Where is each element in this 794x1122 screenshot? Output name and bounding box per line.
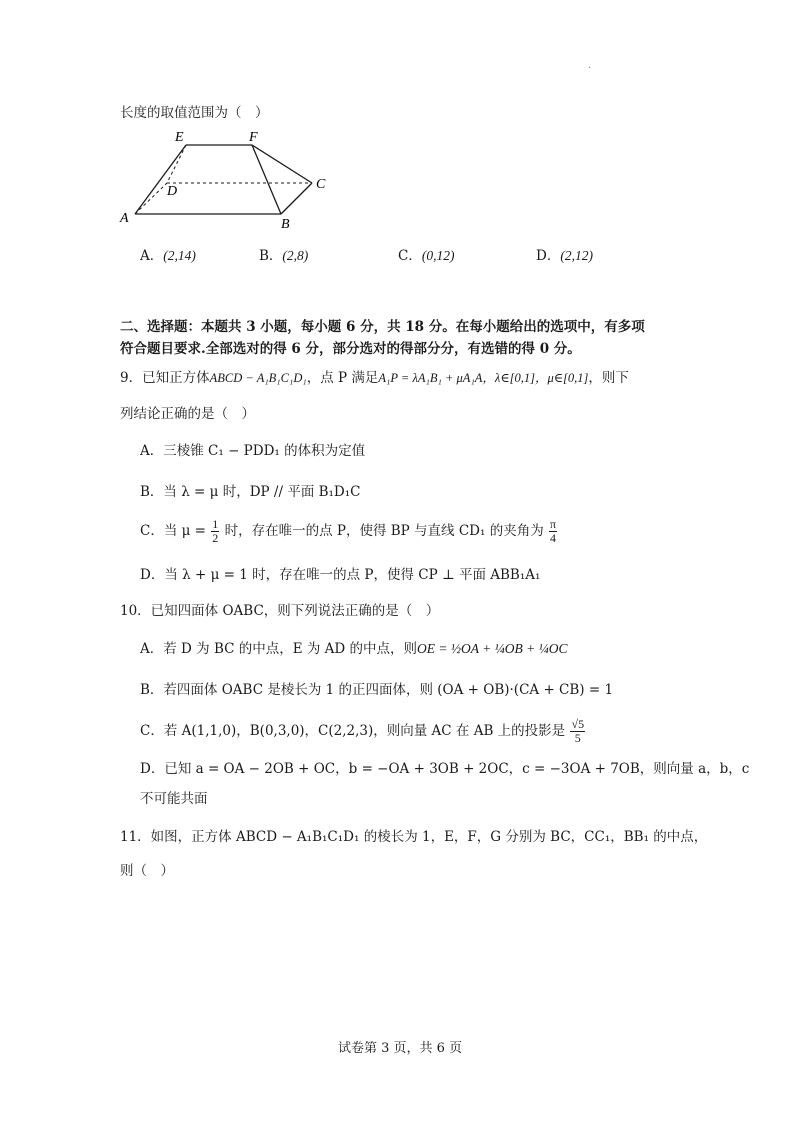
label-c: C [316, 177, 326, 192]
q9-number: 9． [120, 370, 143, 386]
label-b: B [281, 217, 290, 232]
trapezoid-prism-figure [115, 128, 355, 238]
hidden-edge-ad [135, 183, 167, 214]
label-e: E [175, 130, 184, 145]
label-d: D [167, 184, 178, 199]
option-letter: C． [398, 248, 422, 264]
q10-option-c-pre: C．若 A(1,1,0)，B(0,3,0)，C(2,2,3)，则向量 AC 在 AB 上的投影是 [140, 723, 566, 739]
fraction-sqrt5-over-5: $\frac{√5}{5}$ [571, 717, 585, 745]
q8-tail-text: 长度的取值范围为（ ） [120, 105, 269, 121]
q10-option-a [140, 640, 568, 658]
q9-condition: A₁P = λA₁B₁ + μA₁A，λ∈[0,1]，μ∈[0,1] [378, 371, 589, 385]
edge-ea [135, 145, 186, 214]
header-mark: · [588, 63, 592, 74]
q10-option-b: B．若四面体 OABC 是棱长为 1 的正四面体，则 (OA + OB)·(CA + CB) = 1 [140, 682, 614, 698]
option-value: (2,14) [163, 248, 196, 263]
option-letter: B． [259, 248, 283, 264]
q8-option-a [140, 244, 196, 264]
q8-option-d [536, 244, 593, 264]
q10-option-a-pre: A．若 D 为 BC 的中点，E 为 AD 的中点，则 [140, 641, 418, 657]
page-footer: 试卷第 3 页，共 6 页 [338, 1041, 463, 1056]
q8-option-c [398, 244, 454, 264]
fraction-pi-quarter: $\frac{\pi}{4}$ [550, 517, 557, 545]
q9-option-c-mid: 时，存在唯一的点 P，使得 BP 与直线 CD₁ 的夹角为 [224, 523, 544, 539]
edge-bc [281, 183, 312, 214]
q10-option-d-tail: 不可能共面 [140, 791, 208, 807]
q10-option-c [140, 718, 586, 745]
q9-option-c-pre: C．当 μ = [140, 523, 206, 539]
option-value: (2,8) [282, 248, 309, 263]
q11-stem-line2: 则（ ） [120, 863, 174, 879]
option-value: (0,12) [421, 248, 455, 263]
q10-stem: 10．已知四面体 OABC，则下列说法正确的是（ ） [120, 603, 440, 619]
q9-option-a: A．三棱锥 C₁ − PDD₁ 的体积为定值 [140, 443, 366, 459]
q9-option-d: D．当 λ + μ = 1 时，存在唯一的点 P，使得 CP ⊥ 平面 ABB₁A₁ [140, 567, 541, 583]
q9-option-b: B．当 λ = μ 时，DP // 平面 B₁D₁C [140, 484, 361, 500]
q9-text-b: ，点 P 满足 [306, 370, 379, 386]
q9-text-a: 已知正方体 [142, 370, 210, 386]
hidden-edge-ed [167, 145, 186, 183]
q11-stem-line1: 11．如图，正方体 ABCD − A₁B₁C₁D₁ 的棱长为 1，E，F，G 分别为 BC，CC₁，BB₁ 的中点， [120, 829, 708, 845]
q10-option-a-formula: OE = ½OA + ¼OB + ¼OC [417, 641, 568, 656]
fraction-half: $\frac{1}{2}$ [212, 517, 219, 545]
q9-option-c [140, 518, 558, 545]
q9-cube: ABCD − A₁B₁C₁D₁ [209, 371, 307, 385]
section2-line1: 二、选择题：本题共 3 小题，每小题 6 分，共 18 分。在每小题给出的选项中，有多项 [120, 319, 645, 335]
option-letter: D． [536, 248, 561, 264]
label-a: A [120, 211, 129, 226]
label-f: F [249, 130, 258, 145]
edge-fc [252, 145, 312, 183]
option-value: (2,12) [560, 248, 593, 263]
q9-stem [120, 369, 629, 387]
section2-line2: 符合题目要求.全部选对的得 6 分，部分选对的得部分分，有选错的得 0 分。 [120, 341, 581, 357]
q10-option-d: D．已知 a = OA − 2OB + OC，b = −OA + 3OB + 2OC，c = −3OA + 7OB，则向量 a，b，c [140, 761, 750, 777]
q9-stem-line2: 列结论正确的是（ ） [120, 406, 255, 422]
q9-text-c: ，则下 [588, 370, 629, 386]
edge-fb [252, 145, 281, 214]
q8-option-b [259, 244, 308, 264]
option-letter: A． [140, 248, 164, 264]
